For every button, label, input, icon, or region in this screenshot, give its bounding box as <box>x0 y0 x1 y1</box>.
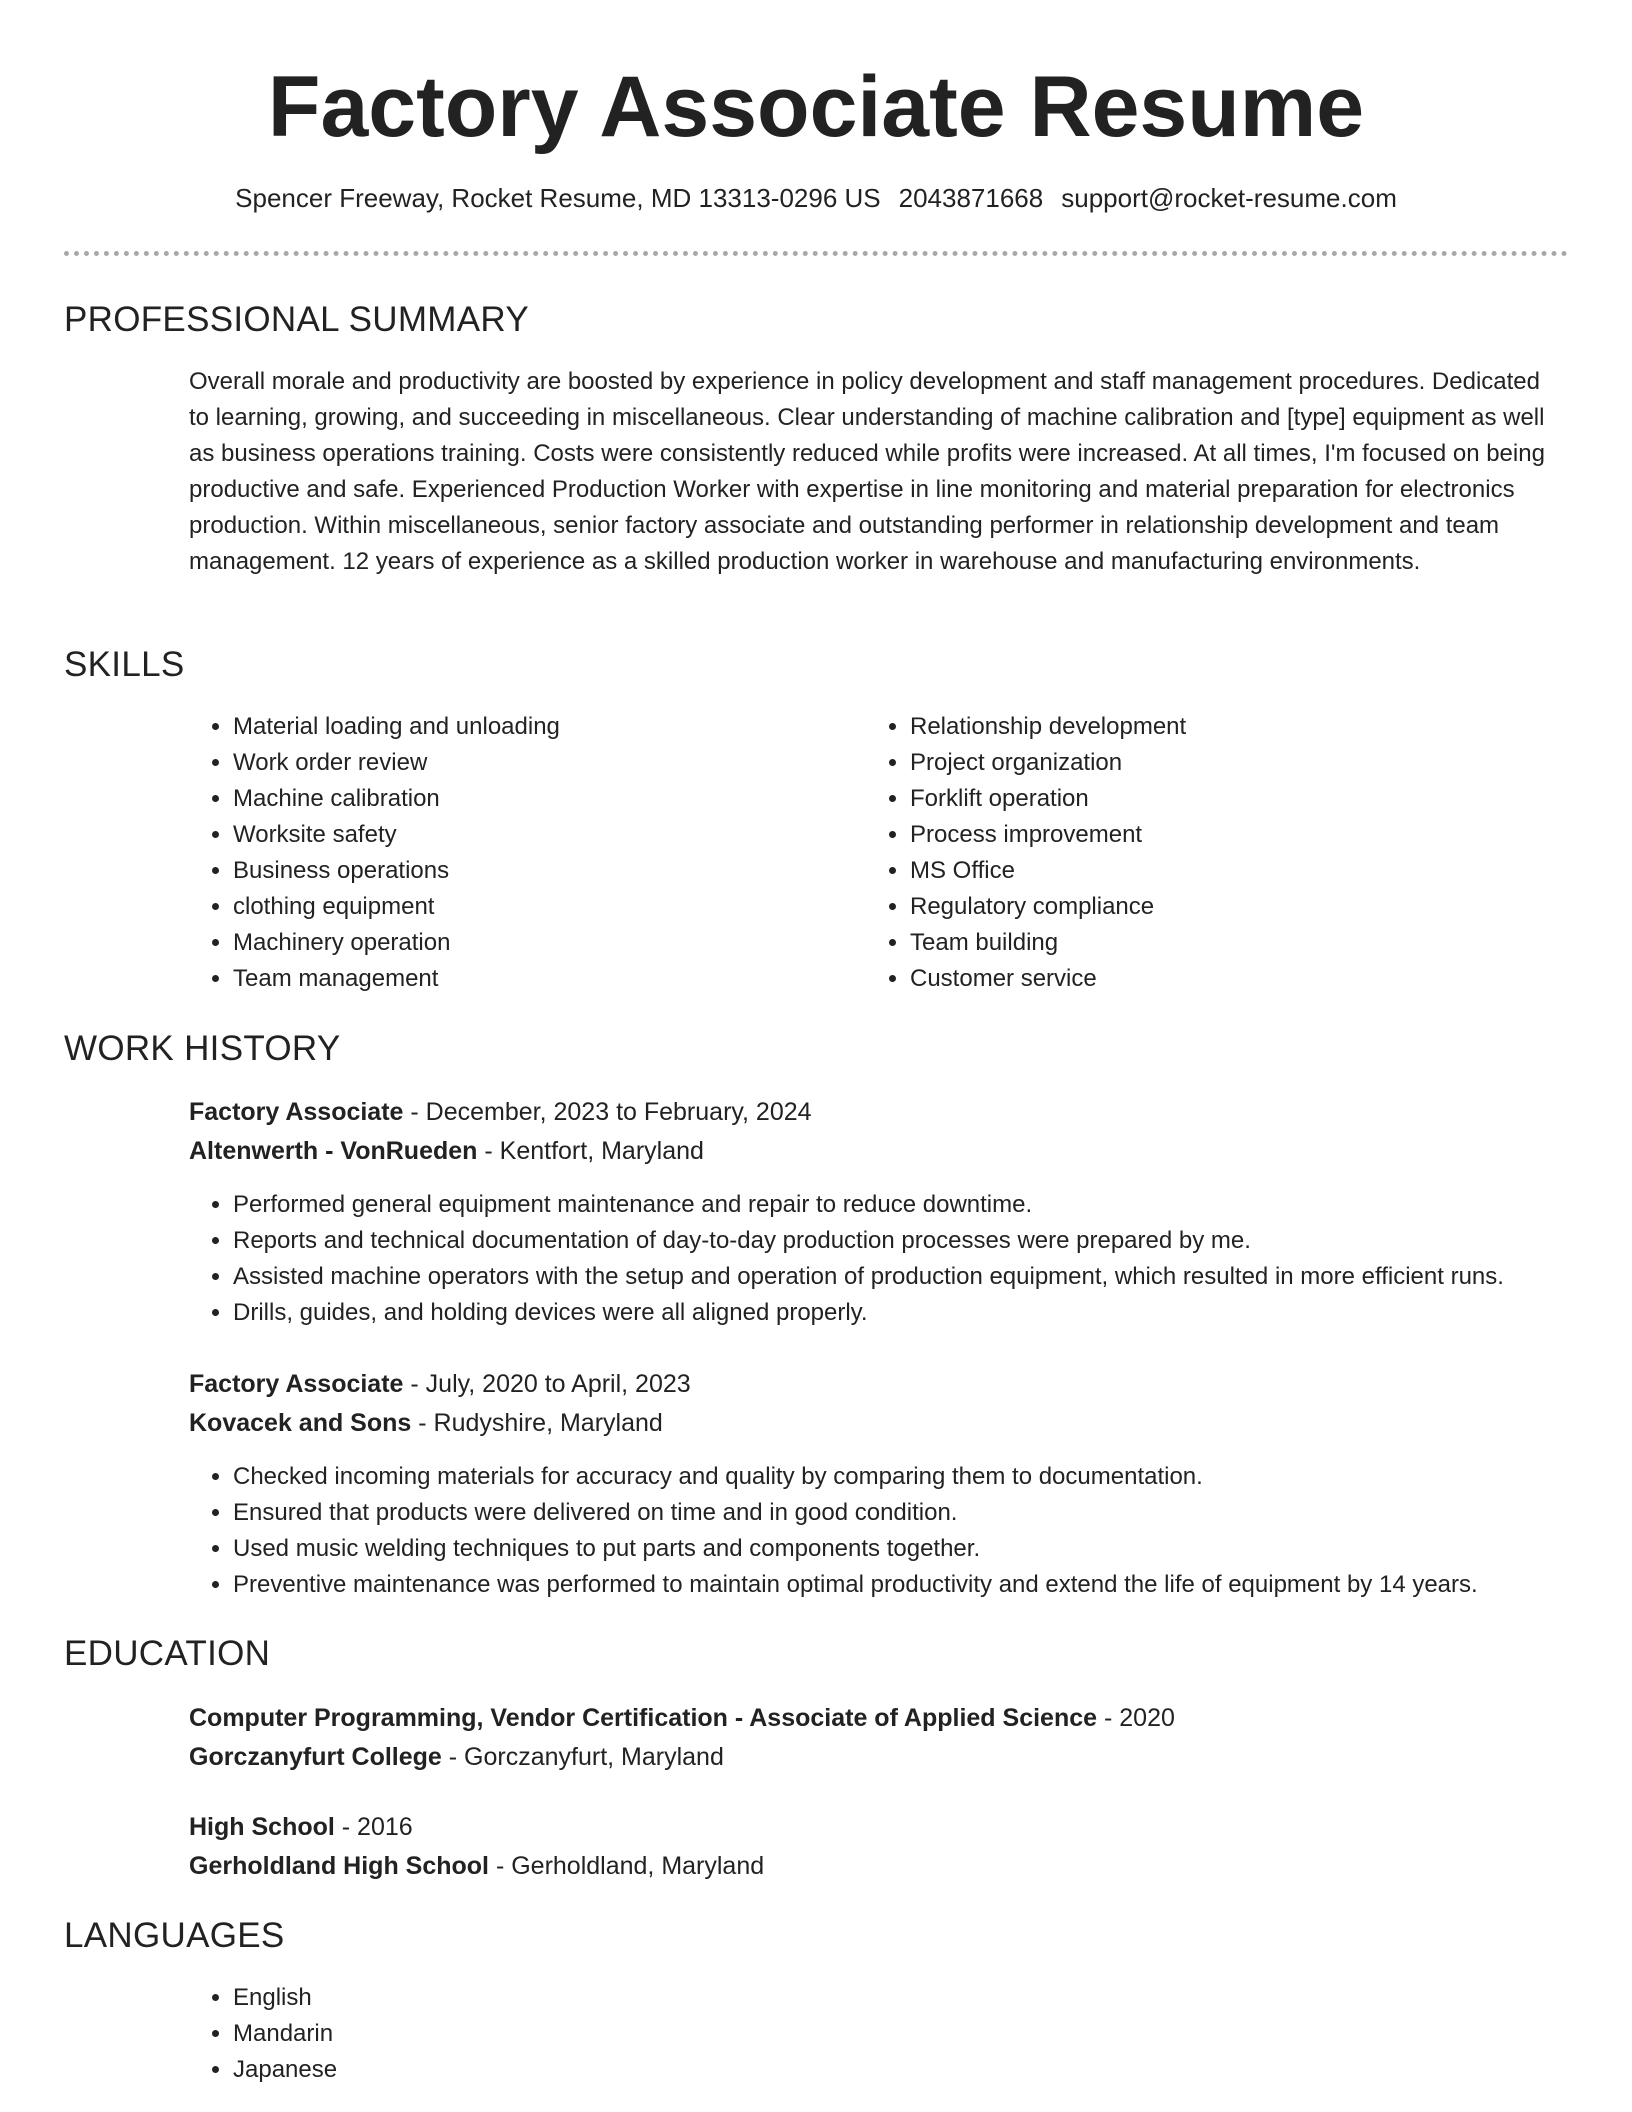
skills-column-right <box>866 709 1566 997</box>
skill-item: • Relationship development <box>910 709 1566 745</box>
job-bullet: • Performed general equipment maintenance and repair to reduce downtime. <box>233 1187 1569 1223</box>
skill-item: • Material loading and unloading <box>233 709 859 745</box>
school-location: - Gerholdland, Maryland <box>489 1852 765 1880</box>
languages-section <box>189 1980 1569 2088</box>
degree-year: - 2020 <box>1097 1704 1175 1732</box>
job-bullet: • Checked incoming materials for accuracy and quality by comparing them to documentation. <box>233 1459 1569 1495</box>
job-entry <box>189 1365 1569 1603</box>
language-item: • Japanese <box>233 2052 1569 2088</box>
languages-heading: LANGUAGES <box>64 1916 285 1955</box>
degree-line <box>189 1808 1569 1847</box>
skill-item: • Forklift operation <box>910 781 1566 817</box>
job-entry <box>189 1093 1569 1331</box>
summary-heading: PROFESSIONAL SUMMARY <box>64 300 529 339</box>
language-item: • English <box>233 1980 1569 2016</box>
skill-item: • Machinery operation <box>233 925 859 961</box>
job-dates: - July, 2020 to April, 2023 <box>403 1370 691 1398</box>
skill-item: • Project organization <box>910 745 1566 781</box>
education-entry <box>189 1808 1569 1886</box>
skill-item: • Team management <box>233 961 859 997</box>
language-item: • Mandarin <box>233 2016 1569 2052</box>
job-company-line <box>189 1404 1569 1443</box>
skill-item: • Team building <box>910 925 1566 961</box>
skill-item: • Customer service <box>910 961 1566 997</box>
resume-title: Factory Associate Resume <box>267 59 1365 155</box>
school-name: Gerholdland High School <box>189 1852 489 1880</box>
job-bullet: • Assisted machine operators with the setup and operation of production equipment, which resulted in more efficient runs. <box>233 1259 1569 1295</box>
education-entry <box>189 1699 1569 1777</box>
school-name: Gorczanyfurt College <box>189 1743 442 1771</box>
job-bullet: • Preventive maintenance was performed to maintain optimal productivity and extend the life of equipment by 14 years. <box>233 1567 1569 1603</box>
job-title-line <box>189 1365 1569 1404</box>
skill-item: • Business operations <box>233 853 859 889</box>
contact-address: Spencer Freeway, Rocket Resume, MD 13313-0296 US <box>235 183 881 213</box>
job-title-line <box>189 1093 1569 1132</box>
skill-item: • MS Office <box>910 853 1566 889</box>
job-title: Factory Associate <box>189 1098 404 1126</box>
job-bullet: • Ensured that products were delivered on time and in good condition. <box>233 1495 1569 1531</box>
skills-section <box>189 709 1569 999</box>
job-bullets <box>189 1187 1569 1331</box>
job-location: - Rudyshire, Maryland <box>411 1409 663 1437</box>
school-line <box>189 1847 1569 1886</box>
job-company: Altenwerth - VonRueden <box>189 1137 478 1165</box>
degree: High School <box>189 1813 335 1841</box>
skill-item: • Worksite safety <box>233 817 859 853</box>
school-line <box>189 1738 1569 1777</box>
degree: Computer Programming, Vendor Certification - Associate of Applied Science <box>189 1704 1098 1732</box>
job-bullets <box>189 1459 1569 1603</box>
degree-year: - 2016 <box>334 1813 413 1841</box>
job-location: - Kentfort, Maryland <box>477 1137 704 1165</box>
contact-line <box>0 180 1632 216</box>
skill-item: • Work order review <box>233 745 859 781</box>
job-title: Factory Associate <box>189 1370 404 1398</box>
contact-phone: 2043871668 <box>898 183 1044 213</box>
summary-section <box>189 364 1559 580</box>
job-company-line <box>189 1132 1569 1171</box>
contact-email: support@rocket-resume.com <box>1061 183 1397 213</box>
skill-item: • Process improvement <box>910 817 1566 853</box>
job-bullet: • Used music welding techniques to put parts and components together. <box>233 1531 1569 1567</box>
job-bullet: • Reports and technical documentation of day-to-day production processes were prepared by me. <box>233 1223 1569 1259</box>
skills-heading: SKILLS <box>64 645 185 684</box>
degree-line <box>189 1699 1569 1738</box>
school-location: - Gorczanyfurt, Maryland <box>441 1743 724 1771</box>
job-bullet: • Drills, guides, and holding devices were all aligned properly. <box>233 1295 1569 1331</box>
skill-item: • Machine calibration <box>233 781 859 817</box>
skill-item: • clothing equipment <box>233 889 859 925</box>
work-history-heading: WORK HISTORY <box>64 1029 341 1068</box>
skill-item: • Regulatory compliance <box>910 889 1566 925</box>
education-heading: EDUCATION <box>64 1634 271 1673</box>
summary-text: Overall morale and productivity are boosted by experience in policy development and staff management procedures. Dedicated to learning, growing, and succeeding in miscellaneous. Clear understanding of machine calibration and [type] equipment as well as business operations training. Costs were consistently reduced while profits were increased. At all times, I'm focused on being productive and safe. Experienced Production Worker with expertise in line monitoring and material preparation for electronics production. Within miscellaneous, senior factory associate and outstanding performer in relationship development and team management. 12 years of experience as a skilled production worker in warehouse and manufacturing environments. <box>189 368 1545 575</box>
header-divider <box>64 251 1568 256</box>
job-dates: - December, 2023 to February, 2024 <box>403 1098 812 1126</box>
skills-column-left <box>189 709 859 997</box>
job-company: Kovacek and Sons <box>189 1409 412 1437</box>
